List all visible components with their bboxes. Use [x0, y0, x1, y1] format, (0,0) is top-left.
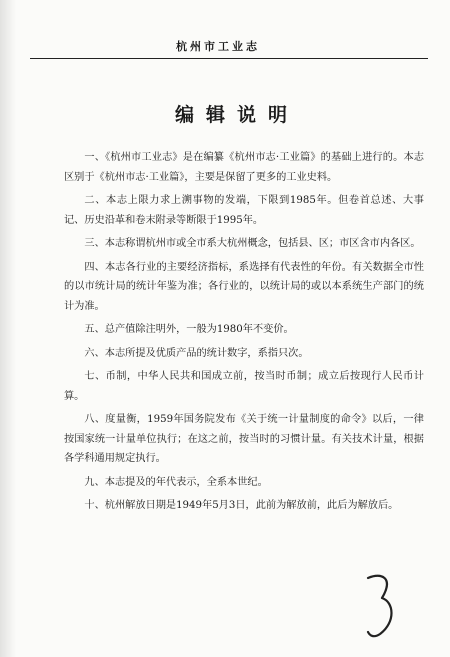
scan-edge-shadow [0, 0, 16, 657]
running-head: 杭州市工业志 [176, 40, 260, 53]
paragraph-4: 四、本志各行业的主要经济指标，系选择有代表性的年份。有关数据全市性的以市统计局的统计年鉴为准；各行业的，以统计局的或以本系统生产部门的统计为准。 [64, 261, 424, 312]
paragraph-8: 八、度量衡，1959年国务院发布《关于统一计量制度的命令》以后，一律按国家统一计量单位执行；在这之前，按当时的习惯计量。有关技术计量，根据各学科通用规定执行。 [64, 414, 424, 464]
paragraph-1: 一、《杭州市工业志》是在编纂《杭州市志·工业篇》的基础上进行的。本志区别于《杭州市志·工业篇》，主要是保留了更多的工业史料。 [64, 152, 424, 183]
paragraph-10: 十、杭州解放日期是1949年5月3日，此前为解放前，此后为解放后。 [84, 500, 399, 511]
paragraph-2: 二、本志上限力求上溯事物的发端，下限到1985年。但卷首总述、大事记、历史沿革和卷末附录等断限于1995年。 [64, 195, 424, 226]
paragraph-7: 七、币制，中华人民共和国成立前，按当时币制；成立后按现行人民币计算。 [64, 371, 424, 402]
header-rule [30, 58, 428, 59]
paragraph-5: 五、总产值除注明外，一般为1980年不变价。 [84, 324, 294, 335]
handwritten-page-number [360, 570, 400, 642]
page-title: 编辑说明 [174, 104, 299, 126]
body-text [64, 148, 424, 520]
paragraph-6: 六、本志所提及优质产品的统计数字，系指只次。 [84, 347, 309, 359]
paragraph-9: 九、本志提及的年代表示，全系本世纪。 [84, 476, 268, 488]
paragraph-3: 三、本志称谓杭州市或全市系大杭州概念，包括县、区；市区含市内各区。 [84, 238, 421, 249]
